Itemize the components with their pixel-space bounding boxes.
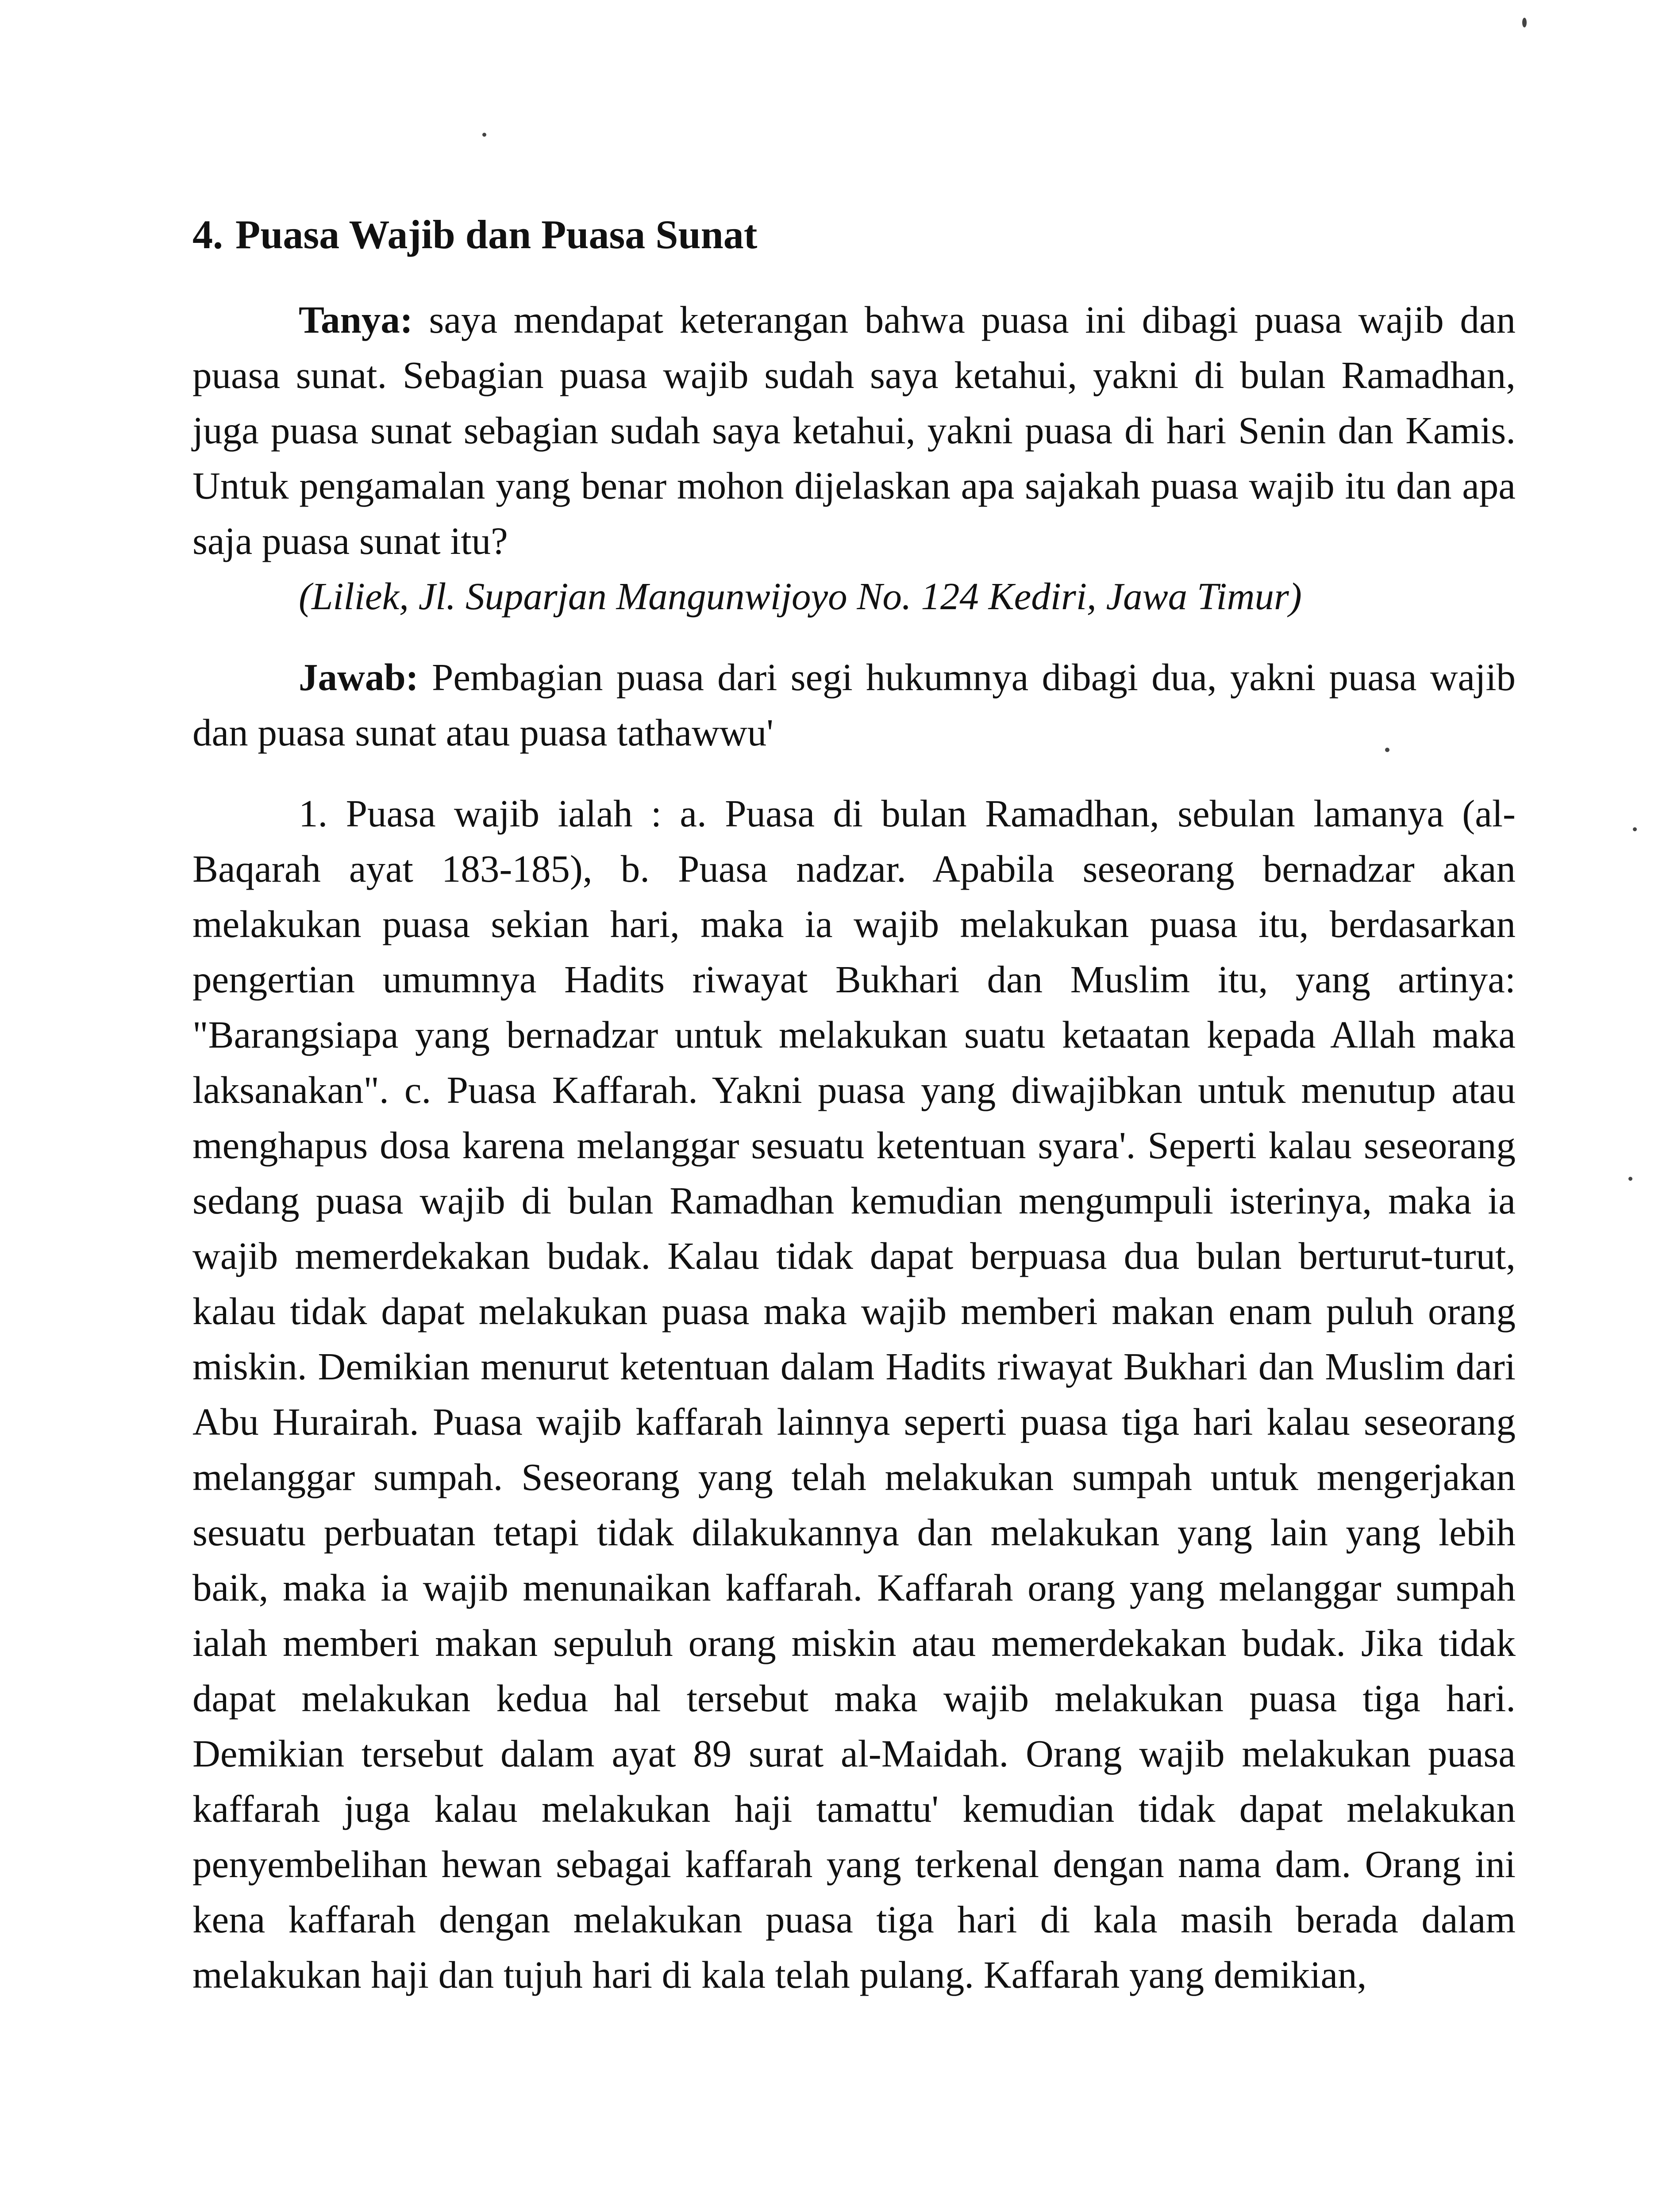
question-paragraph xyxy=(192,292,1516,624)
page-content xyxy=(192,208,1516,2002)
answer-label: Jawab: xyxy=(299,656,419,699)
question-text: saya mendapat keterangan bahwa puasa ini dibagi puasa wajib dan puasa sunat. Sebagian puasa wajib sudah saya ketahui, yakni di bulan Ramadhan, juga puasa sunat sebagian sudah saya ketahui, yakni puasa di hari Senin dan Kamis. Untuk pengamalan yang benar mohon dijelaskan apa sajakah puasa wajib itu dan apa saja puasa sunat itu? xyxy=(192,298,1516,562)
scan-speck xyxy=(1385,748,1389,752)
scan-speck xyxy=(1633,827,1637,831)
scan-speck xyxy=(482,133,486,137)
section-title: Puasa Wajib dan Puasa Sunat xyxy=(235,212,758,257)
scan-speck xyxy=(1522,18,1527,27)
section-number: 4. xyxy=(192,212,223,257)
point-one-paragraph: 1. Puasa wajib ialah : a. Puasa di bulan Ramadhan, sebulan lamanya (al-Baqarah ayat 183-185), b. Puasa nadzar. Apabila seseorang bernadzar akan melakukan puasa sekian hari, maka ia wajib melakukan puasa itu, berdasarkan pengertian umumnya Hadits riwayat Bukhari dan Muslim itu, yang artinya: "Barangsiapa yang bernadzar untuk melakukan suatu ketaatan kepada Allah maka laksanakan". c. Puasa Kaffarah. Yakni puasa yang diwajibkan untuk menutup atau menghapus dosa karena melanggar sesuatu ketentuan syara'. Seperti kalau seseorang sedang puasa wajib di bulan Ramadhan kemudian mengumpuli isterinya, maka ia wajib memerdekakan budak. Kalau tidak dapat berpuasa dua bulan berturut-turut, kalau tidak dapat melakukan puasa maka wajib memberi makan enam puluh orang miskin. Demikian menurut ketentuan dalam Hadits riwayat Bukhari dan Muslim dari Abu Hurairah. Puasa wajib kaffarah lainnya seperti puasa tiga hari kalau seseorang melanggar sumpah. Seseorang yang telah melakukan sumpah untuk mengerjakan sesuatu perbuatan tetapi tidak dilakukannya dan melakukan yang lain yang lebih baik, maka ia wajib menunaikan kaffarah. Kaffarah orang yang melanggar sumpah ialah memberi makan sepuluh orang miskin atau memerdekakan budak. Jika tidak dapat melakukan kedua hal tersebut maka wajib melakukan puasa tiga hari. Demikian tersebut dalam ayat 89 surat al-Maidah. Orang wajib melakukan puasa kaffarah juga kalau melakukan haji tamattu' kemudian tidak dapat melakukan penyembelihan hewan sebagai kaffarah yang terkenal dengan nama dam. Orang ini kena kaffarah dengan melakukan puasa tiga hari di kala masih berada dalam melakukan haji dan tujuh hari di kala telah pulang. Kaffarah yang demikian, xyxy=(192,792,1516,1996)
answer-paragraph xyxy=(192,649,1516,760)
question-label: Tanya: xyxy=(299,298,413,341)
scan-speck xyxy=(1628,1177,1632,1181)
answer-text: Pembagian puasa dari segi hukumnya dibagi dua, yakni puasa wajib dan puasa sunat atau puasa tathawwu' xyxy=(192,656,1516,754)
question-reference: (Liliek, Jl. Suparjan Mangunwijoyo No. 124 Kediri, Jawa Timur) xyxy=(299,575,1302,618)
section-heading xyxy=(192,208,1516,261)
